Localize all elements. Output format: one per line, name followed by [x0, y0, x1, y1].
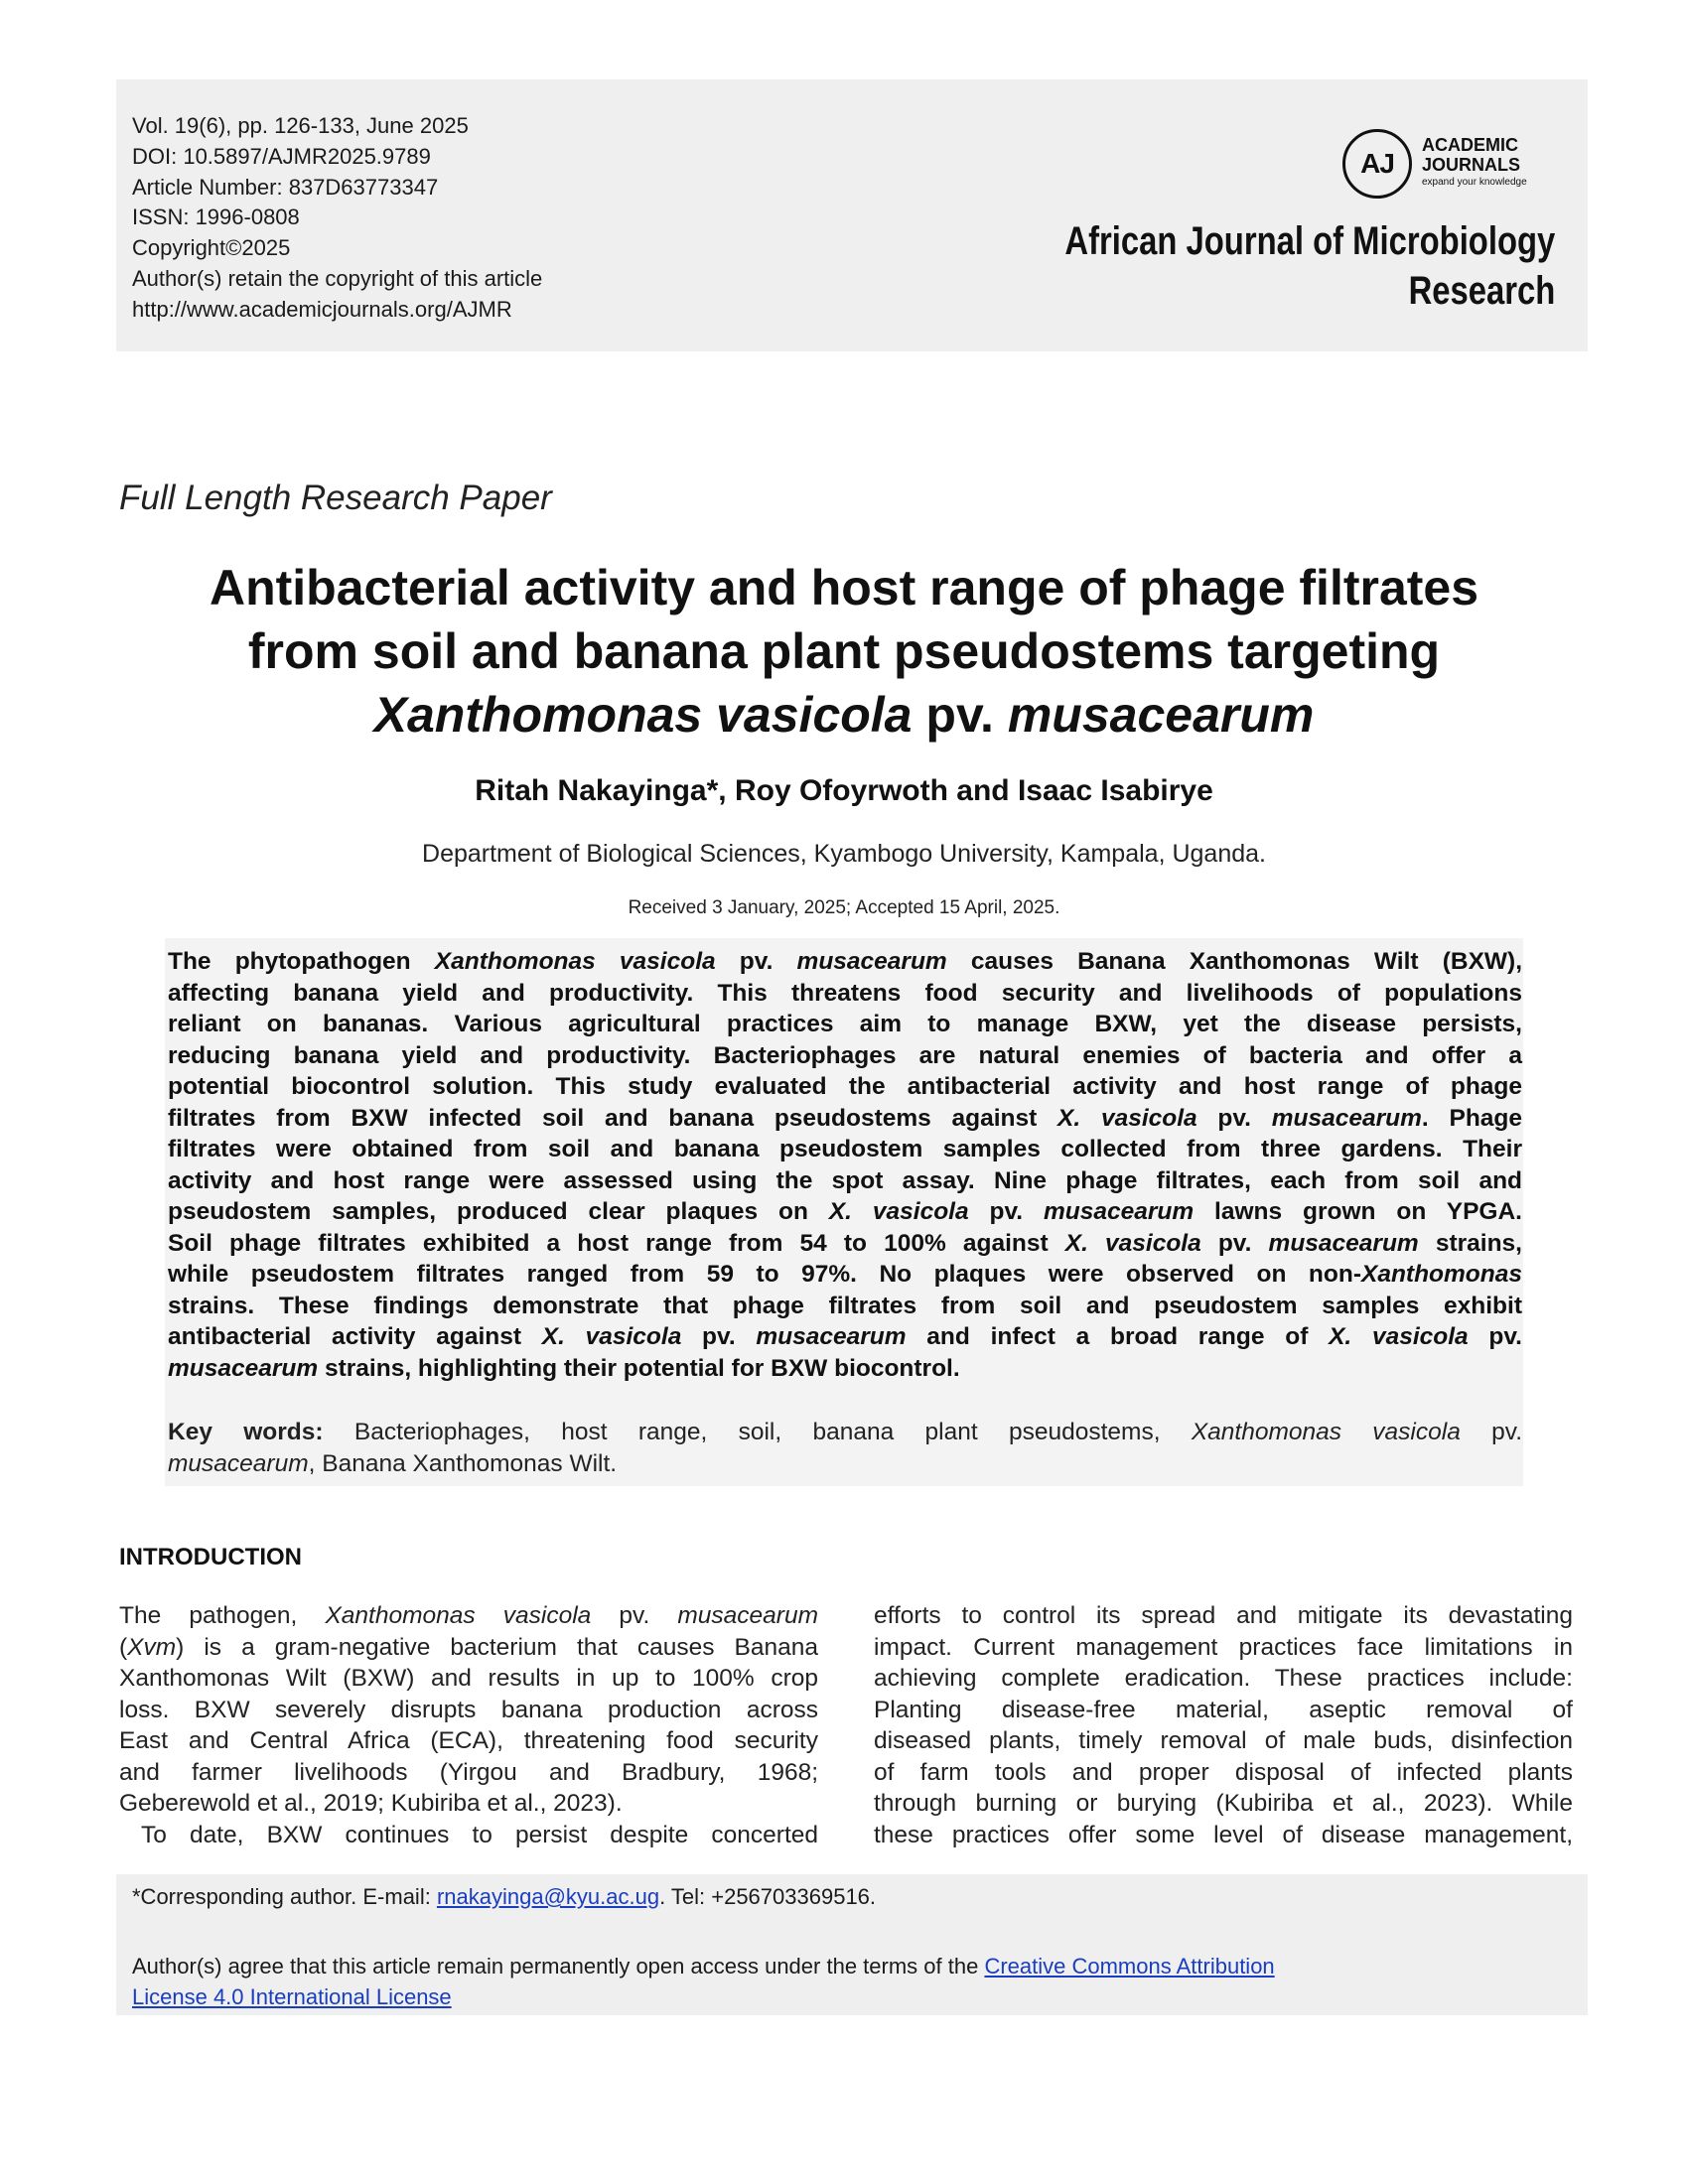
abstract-line: The phytopathogen Xanthomonas vasicola pv. musacearum causes Banana Xanthomonas Wilt (BXW),	[168, 948, 1522, 975]
abstract-line: Soil phage filtrates exhibited a host range from 54 to 100% against X. vasicola pv. musacearum strains,	[168, 1229, 1522, 1257]
journal-url[interactable]: http://www.academicjournals.org/AJMR	[132, 296, 512, 322]
license-line: Author(s) agree that this article remain permanently open access under the terms of the Creative Commons Attribution	[132, 1954, 1275, 1979]
email-link[interactable]: rnakayinga@kyu.ac.ug	[436, 1884, 660, 1909]
article-number-line: Article Number: 837D63773347	[132, 174, 439, 200]
text-line: achieving complete eradication. These practices include:	[874, 1665, 1573, 1692]
journal-name-line2: Research	[1408, 269, 1555, 313]
copyright-line: Copyright©2025	[132, 235, 291, 261]
logo-tagline: expand your knowledge	[1422, 177, 1527, 188]
logo-text-academic: ACADEMIC	[1422, 135, 1518, 155]
abstract-line: affecting banana yield and productivity. This threatens food security and livelihoods of populations	[168, 979, 1522, 1007]
keywords	[168, 1417, 1522, 1479]
text-line: efforts to control its spread and mitigate its devastating	[874, 1602, 1573, 1629]
abstract-line: activity and host range were assessed using the spot assay. Nine phage filtrates, each from soil and	[168, 1166, 1522, 1194]
received-dates: Received 3 January, 2025; Accepted 15 April, 2025.	[628, 897, 1060, 918]
corr-suffix: . Tel: +256703369516.	[659, 1884, 877, 1909]
article-type: Full Length Research Paper	[119, 478, 552, 517]
doi-line: DOI: 10.5897/AJMR2025.9789	[132, 143, 431, 169]
text-line: these practices offer some level of disease management,	[874, 1821, 1573, 1848]
license-line	[132, 1982, 1574, 2013]
license-link[interactable]: Creative Commons Attribution	[984, 1954, 1275, 1979]
corresponding-author	[132, 1884, 876, 1910]
journal-name	[1064, 216, 1555, 316]
text-line: impact. Current management practices face limitations in	[874, 1633, 1573, 1661]
text-line: To date, BXW continues to persist despite concerted	[141, 1821, 818, 1848]
rights-line: Author(s) retain the copyright of this article	[132, 265, 543, 291]
affiliation: Department of Biological Sciences, Kyambogo University, Kampala, Uganda.	[422, 840, 1266, 868]
title-line-2: from soil and banana plant pseudostems targeting	[247, 623, 1441, 679]
text-line: The pathogen, Xanthomonas vasicola pv. musacearum	[119, 1602, 818, 1629]
text-line: (Xvm) is a gram-negative bacterium that causes Banana	[119, 1633, 818, 1661]
license-statement	[132, 1952, 1574, 2013]
abstract-line: antibacterial activity against X. vasicola pv. musacearum and infect a broad range of X. vasicola pv.	[168, 1323, 1522, 1350]
title-pv: pv.	[925, 687, 994, 743]
section-heading-introduction: INTRODUCTION	[119, 1544, 302, 1570]
license-link-cont[interactable]: License 4.0 International License	[132, 1983, 452, 2009]
academic-journals-logo	[1342, 125, 1561, 205]
abstract-line: filtrates from BXW infected soil and banana pseudostems against X. vasicola pv. musacearum. Phage	[168, 1104, 1523, 1132]
abstract-line: musacearum strains, highlighting their potential for BXW biocontrol.	[168, 1354, 960, 1382]
keywords-line: Key words: Bacteriophages, host range, soil, banana plant pseudostems, Xanthomonas vasicola pv.	[168, 1419, 1522, 1445]
volume-line: Vol. 19(6), pp. 126-133, June 2025	[132, 113, 469, 138]
authors: Ritah Nakayinga*, Roy Ofoyrwoth and Isaac Isabirye	[475, 774, 1213, 807]
title-pathovar: musacearum	[1007, 687, 1315, 743]
article-meta	[132, 111, 542, 326]
text-line: Planting disease-free material, aseptic removal of	[874, 1696, 1573, 1723]
journal-name-line1: African Journal of Microbiology	[1064, 219, 1555, 263]
abstract-line: strains. These findings demonstrate that phage filtrates from soil and pseudostem samples exhibit	[168, 1292, 1522, 1319]
corr-prefix: *Corresponding author. E-mail:	[132, 1884, 437, 1909]
aj-logo-icon: AJ	[1342, 129, 1412, 199]
abstract-line: filtrates were obtained from soil and banana pseudostem samples collected from three gardens. Their	[168, 1136, 1522, 1162]
abstract-line: pseudostem samples, produced clear plaques on X. vasicola pv. musacearum lawns grown on YPGA.	[168, 1198, 1522, 1225]
abstract-line: reliant on bananas. Various agricultural practices aim to manage BXW, yet the disease persists,	[168, 1011, 1522, 1037]
abstract-line: potential biocontrol solution. This study evaluated the antibacterial activity and host range of phage	[168, 1073, 1522, 1100]
logo-text-journals: JOURNALS	[1422, 155, 1521, 175]
abstract	[168, 946, 1522, 1384]
issn-line: ISSN: 1996-0808	[132, 205, 300, 230]
intro-right-column	[874, 1600, 1573, 1850]
text-line: through burning or burying (Kubiriba et al., 2023). While	[874, 1790, 1573, 1817]
text-line: loss. BXW severely disrupts banana production across	[119, 1696, 818, 1723]
text-line: Xanthomonas Wilt (BXW) and results in up to 100% crop	[119, 1665, 818, 1692]
title-line-3	[99, 683, 1589, 747]
text-line: and farmer livelihoods (Yirgou and Bradbury, 1968;	[119, 1758, 818, 1786]
text-line: of farm tools and proper disposal of infected plants	[874, 1758, 1573, 1786]
intro-left-column	[119, 1600, 818, 1850]
keywords-label: Key words:	[168, 1419, 324, 1445]
abstract-line: reducing banana yield and productivity. Bacteriophages are natural enemies of bacteria and offer a	[168, 1041, 1522, 1069]
text-line: Geberewold et al., 2019; Kubiriba et al., 2023).	[119, 1790, 623, 1817]
paper-title	[99, 556, 1589, 747]
keywords-line: musacearum, Banana Xanthomonas Wilt.	[168, 1449, 618, 1477]
abstract-line: while pseudostem filtrates ranged from 59 to 97%. No plaques were observed on non-Xanthomonas	[168, 1261, 1522, 1288]
title-line-1: Antibacterial activity and host range of phage filtrates	[209, 560, 1479, 615]
text-line: East and Central Africa (ECA), threatening food security	[119, 1727, 818, 1754]
text-line: diseased plants, timely removal of male buds, disinfection	[874, 1727, 1573, 1754]
title-species: Xanthomonas vasicola	[373, 687, 913, 743]
